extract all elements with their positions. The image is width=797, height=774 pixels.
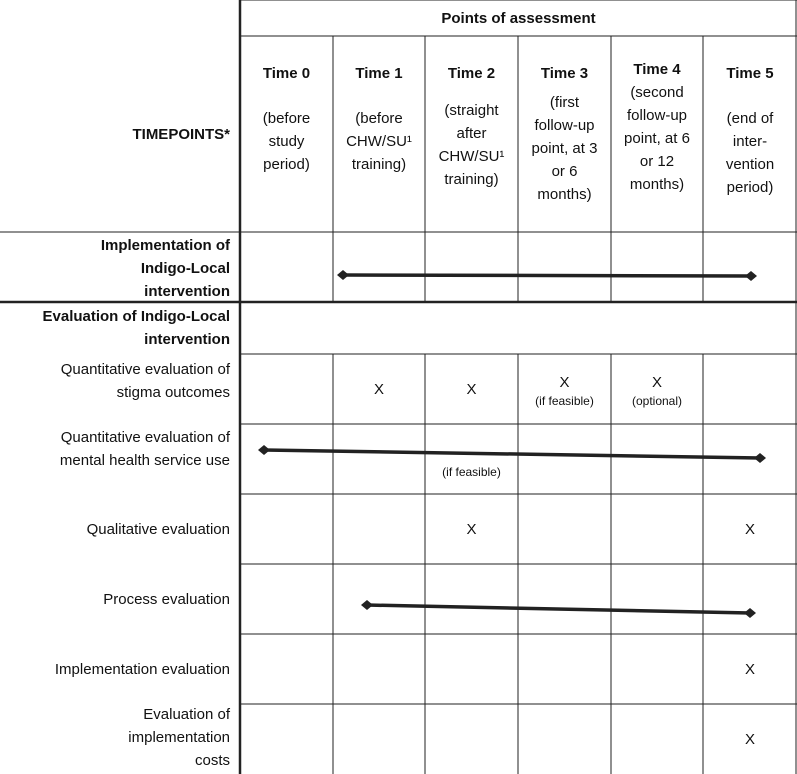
- time-3-header: [518, 36, 611, 232]
- time-4-title: Time 4: [633, 61, 681, 78]
- time-0-header: [240, 36, 333, 232]
- mark-stigma-time-3-x: X: [559, 373, 570, 391]
- mark-stigma-time-4-note: (optional): [631, 393, 683, 408]
- row-quant-stigma-label: Quantitative evaluation of stigma outcomes: [60, 361, 230, 401]
- time-0-title: Time 0: [262, 65, 311, 82]
- timepoints-label: TIMEPOINTS*: [132, 125, 230, 143]
- row-quant-mhsu-label: Quantitative evaluation of mental health service use: [59, 429, 230, 469]
- time-5-title: Time 5: [726, 65, 774, 82]
- time-2-title: Time 2: [447, 65, 496, 82]
- time-0-subtitle: (before study period): [262, 110, 311, 173]
- time-3-title: Time 3: [540, 65, 589, 82]
- mark-qualitative-time-2: X: [466, 520, 477, 538]
- mark-stigma-time-3: [518, 354, 611, 424]
- mark-stigma-time-2: X: [466, 380, 477, 398]
- mark-qualitative-time-5: X: [744, 520, 755, 538]
- row-qualitative-label: Qualitative evaluation: [86, 520, 230, 538]
- row-implementation-eval-label: Implementation evaluation: [54, 660, 230, 678]
- mark-implementation-eval-time-5: X: [744, 660, 755, 678]
- time-3-subtitle: (first follow-up point, at 3 or 6 months): [531, 94, 598, 203]
- time-5-subtitle: (end of inter-vention period): [725, 110, 775, 196]
- row-process-label: Process evaluation: [103, 590, 230, 608]
- time-1-title: Time 1: [355, 65, 403, 82]
- time-1-subtitle: (before CHW/SU¹ training): [346, 110, 412, 173]
- time-4-subtitle: (second follow-up point, at 6 or 12 months): [624, 84, 690, 193]
- time-2-subtitle: (straight after CHW/SU¹ training): [438, 102, 505, 188]
- row-implementation-label: Implementation of Indigo-Local intervention: [100, 237, 230, 300]
- mhsu-if-feasible-note: (if feasible): [442, 465, 501, 479]
- time-1-header: [333, 36, 425, 232]
- time-2-header: [425, 36, 518, 232]
- row-evaluation-section-label: Evaluation of Indigo-Local intervention: [42, 308, 230, 348]
- time-4-header: [611, 36, 703, 232]
- mark-stigma-time-1: X: [373, 380, 384, 398]
- mark-stigma-time-4: [611, 354, 703, 424]
- points-of-assessment-header: Points of assessment: [441, 9, 596, 27]
- time-5-header: [703, 36, 797, 232]
- mark-stigma-time-3-note: (if feasible): [535, 393, 594, 408]
- mark-stigma-time-4-x: X: [651, 373, 662, 391]
- row-costs-label: Evaluation of implementation costs: [128, 706, 230, 769]
- mark-costs-time-5: X: [744, 730, 755, 748]
